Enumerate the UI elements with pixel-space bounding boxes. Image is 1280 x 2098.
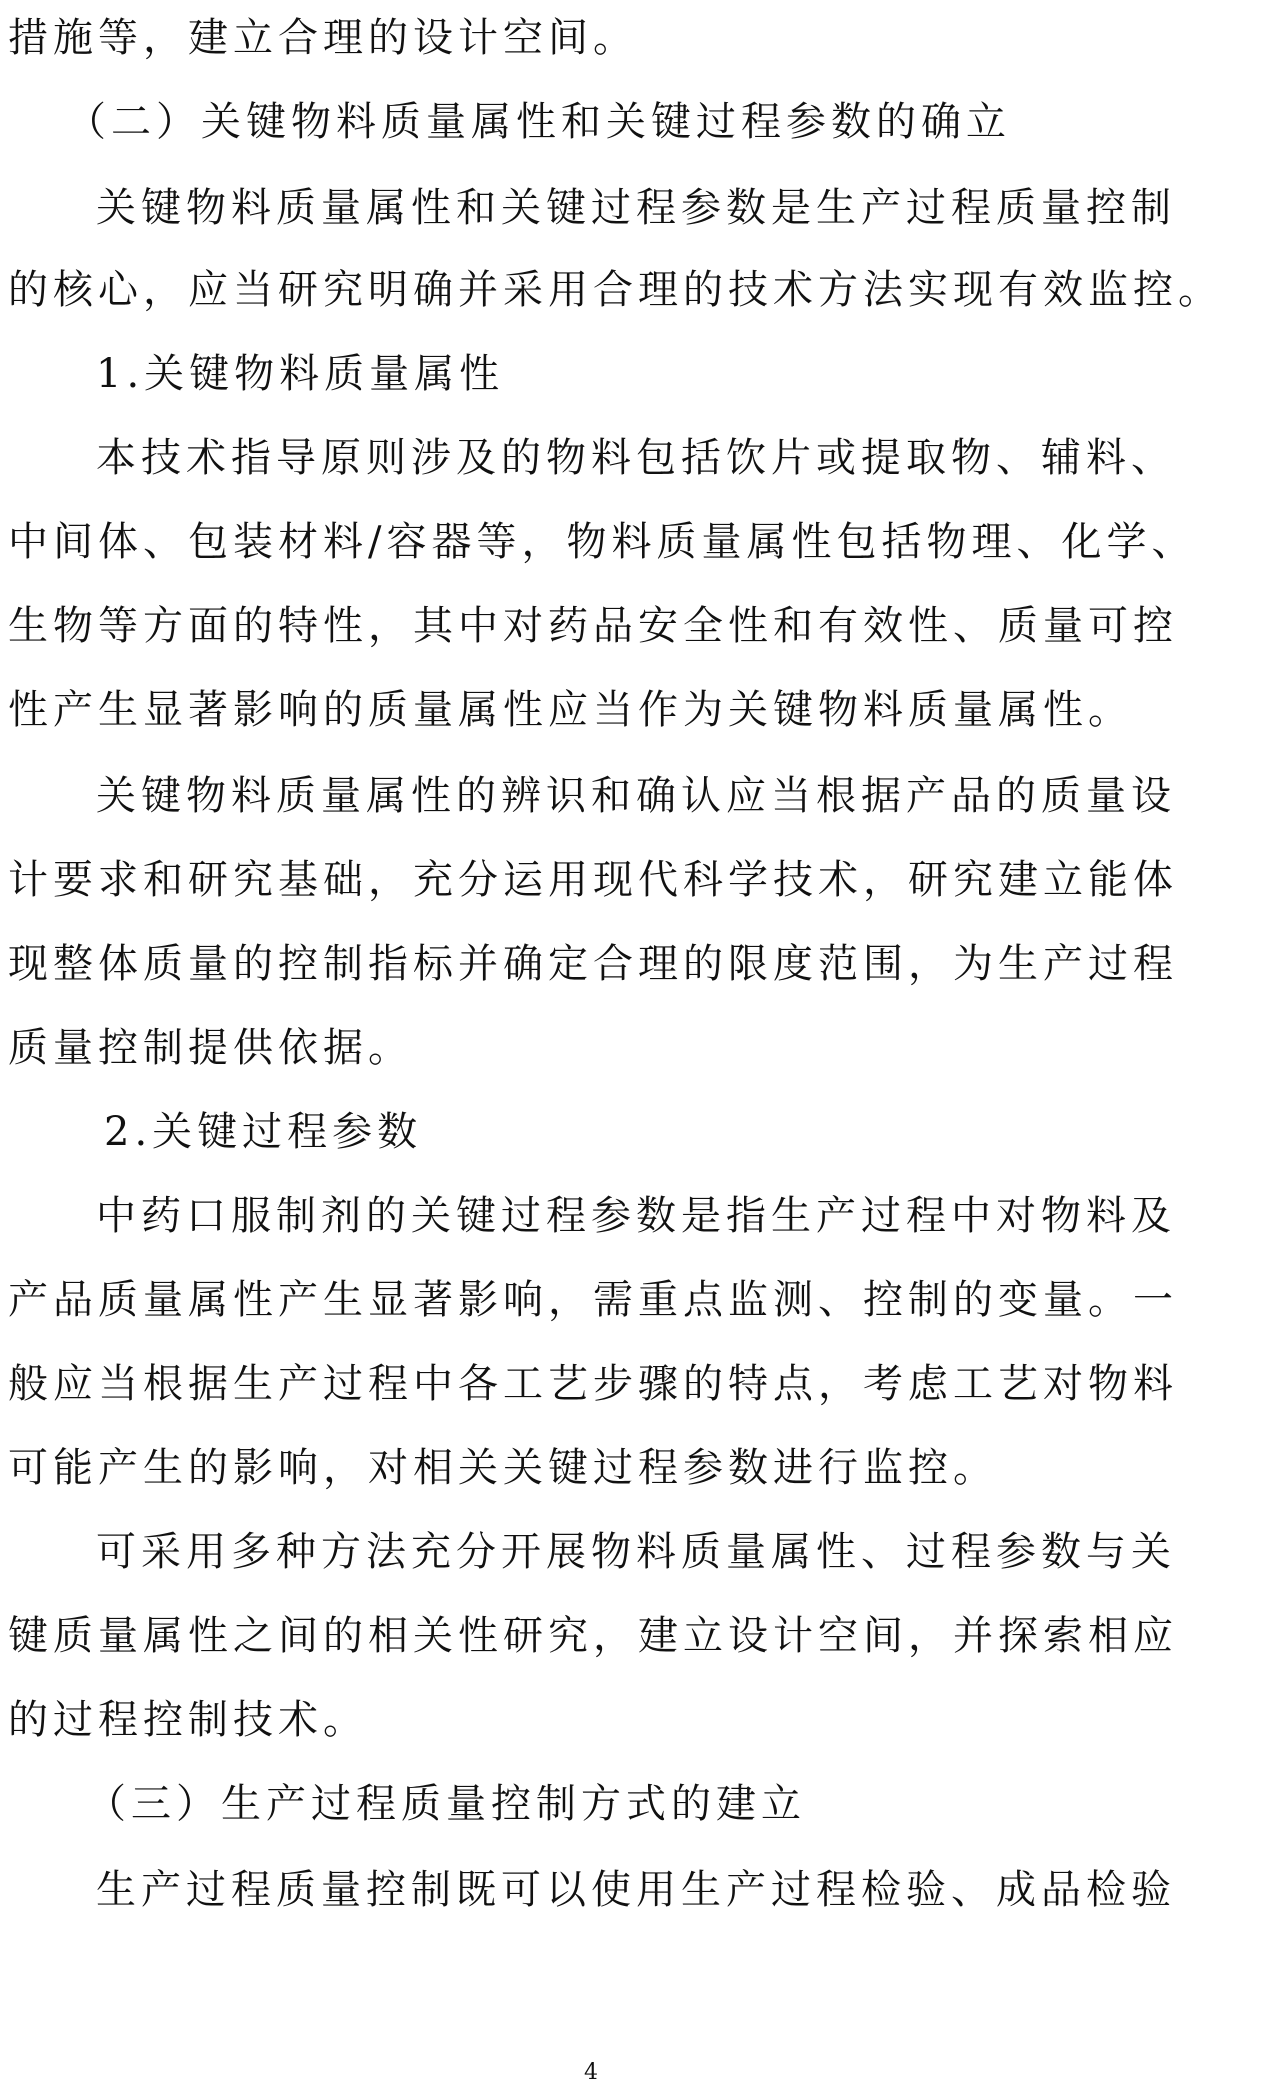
paragraph-line: 的过程控制技术。 xyxy=(8,1697,368,1743)
paragraph-line: 可能产生的影响，对相关关键过程参数进行监控。 xyxy=(8,1445,998,1491)
paragraph-line: 关键物料质量属性和关键过程参数是生产过程质量控制 xyxy=(96,185,1176,231)
paragraph-line: 中药口服制剂的关键过程参数是指生产过程中对物料及 xyxy=(96,1193,1176,1239)
paragraph-line: 性产生显著影响的质量属性应当作为关键物料质量属性。 xyxy=(8,687,1133,733)
paragraph-continuation-line: 措施等，建立合理的设计空间。 xyxy=(8,15,638,61)
subheading-1: 1.关键物料质量属性 xyxy=(96,351,505,397)
paragraph-line: 中间体、包装材料/容器等，物料质量属性包括物理、化学、 xyxy=(8,519,1197,565)
paragraph-line: 产品质量属性产生显著影响，需重点监测、控制的变量。一 xyxy=(8,1277,1178,1323)
paragraph-line: 本技术指导原则涉及的物料包括饮片或提取物、辅料、 xyxy=(96,435,1176,481)
paragraph-line: 生产过程质量控制既可以使用生产过程检验、成品检验 xyxy=(96,1867,1176,1913)
section-heading-3: （三）生产过程质量控制方式的建立 xyxy=(86,1781,806,1827)
section-heading-2: （二）关键物料质量属性和关键过程参数的确立 xyxy=(66,99,1011,145)
paragraph-line: 键质量属性之间的相关性研究，建立设计空间，并探索相应 xyxy=(8,1613,1178,1659)
paragraph-line: 生物等方面的特性，其中对药品安全性和有效性、质量可控 xyxy=(8,603,1178,649)
paragraph-line: 计要求和研究基础，充分运用现代科学技术，研究建立能体 xyxy=(8,857,1178,903)
paragraph-line: 关键物料质量属性的辨识和确认应当根据产品的质量设 xyxy=(96,773,1176,819)
paragraph-line: 现整体质量的控制指标并确定合理的限度范围，为生产过程 xyxy=(8,941,1178,987)
paragraph-line: 可采用多种方法充分开展物料质量属性、过程参数与关 xyxy=(96,1529,1176,1575)
paragraph-line: 质量控制提供依据。 xyxy=(8,1025,413,1071)
subheading-2: 2.关键过程参数 xyxy=(104,1109,423,1155)
paragraph-line: 的核心，应当研究明确并采用合理的技术方法实现有效监控。 xyxy=(8,267,1223,313)
paragraph-line: 般应当根据生产过程中各工艺步骤的特点，考虑工艺对物料 xyxy=(8,1361,1178,1407)
page-number: 4 xyxy=(584,2060,598,2085)
